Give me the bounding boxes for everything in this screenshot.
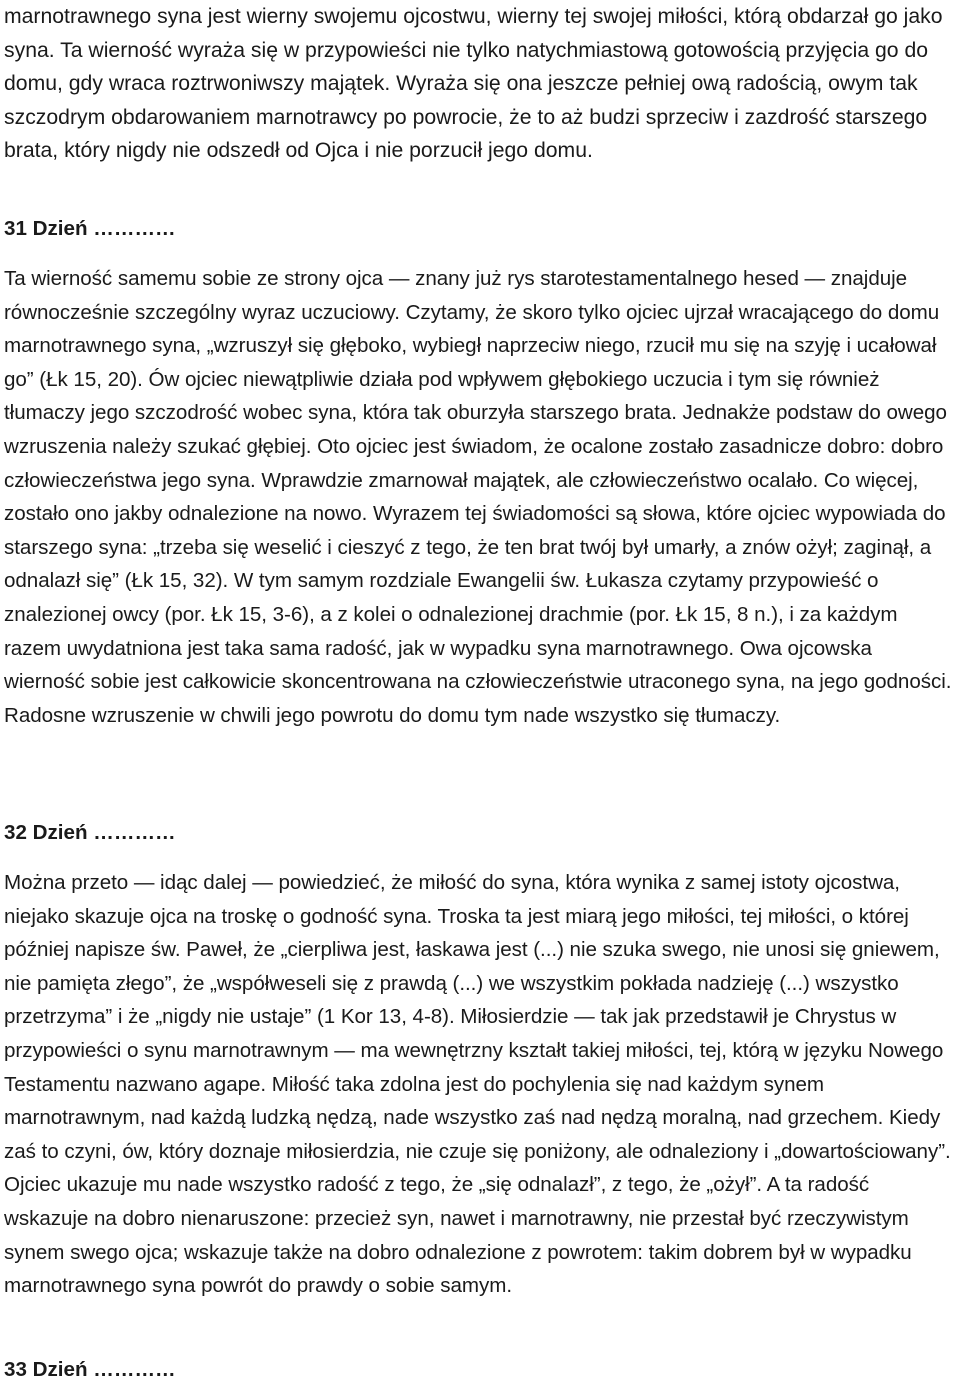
paragraph-continuation: marnotrawnego syna jest wierny swojemu ojcostwu, wierny tej swojej miłości, którą obdarzał go jako syna. Ta wierność wyraża się w przypowieści nie tylko natychmiastową gotowością przyjęcia go do domu, gdy wraca roztrwoniwszy majątek. Wyraża się ona jeszcze pełniej ową radością, owym tak szczodrym obdarowaniem marnotrawcy po powrocie, że to aż budzi sprzeciw i zazdrość starszego brata, który nigdy nie odszedł od Ojca i nie porzucił jego domu. — [4, 5, 943, 163]
paragraph-day-32: Można przeto — idąc dalej — powiedzieć, że miłość do syna, która wynika z samej istoty ojcostwa, niejako skazuje ojca na troskę o godność syna. Troska ta jest miarą jego miłości, tej miłości, o której później napisze św. Paweł, że „cierpliwa jest, łaskawa jest (...) nie szuka swego, nie unosi się gniewem, nie pamięta złego”, że „współweseli się z prawdą (...) we wszystkim pokłada nadzieję (...) wszystko przetrzyma” i że „nigdy nie ustaje” (1 Kor 13, 4-8). Miłosierdzie — tak jak przedstawił je Chrystus w przypowieści o synu marnotrawnym — ma wewnętrzny kształt takiej miłości, tej, którą w języku Nowego Testamentu nazwano agape. Miłość taka zdolna jest do pochylenia się nad każdym synem marnotrawnym, nad każdą ludzką nędzą, nade wszystko zaś nad nędzą moralną, nad grzechem. Kiedy zaś to czyni, ów, który doznaje miłosierdzia, nie czuje się poniżony, ale odnaleziony i „dowartościowany”. Ojciec ukazuje mu nade wszystko radość z tego, że „się odnalazł”, z tego, że „ożył”. A ta radość wskazuje na dobro nienaruszone: przecież syn, nawet i marnotrawny, nie przestał być rzeczywistym synem swego ojca; wskazuje także na dobro odnalezione z powrotem: takim dobrem był w wypadku marnotrawnego syna powrót do prawdy o sobie samym. — [4, 871, 951, 1298]
day-heading-31: 31 Dzień ………… — [4, 217, 176, 240]
day-heading-33: 33 Dzień ………… — [4, 1358, 176, 1381]
day-heading-32: 32 Dzień ………… — [4, 821, 176, 844]
paragraph-day-31: Ta wierność samemu sobie ze strony ojca — znany już rys starotestamentalnego hesed — znajduje równocześnie szczególny wyraz uczuciowy. Czytamy, że skoro tylko ojciec ujrzał wracającego do domu marnotrawnego syna, „wzruszył się głęboko, wybiegł naprzeciw niego, rzucił mu się na szyję i ucałował go” (Łk 15, 20). Ów ojciec niewątpliwie działa pod wpływem głębokiego uczucia i tym się również tłumaczy jego szczodrość wobec syna, która tak oburzyła starszego brata. Jednakże podstaw do owego wzruszenia należy szukać głębiej. Oto ojciec jest świadom, że ocalone zostało zasadnicze dobro: dobro człowieczeństwa jego syna. Wprawdzie zmarnował majątek, ale człowieczeństwo ocalało. Co więcej, zostało ono jakby odnalezione na nowo. Wyrazem tej świadomości są słowa, które ojciec wypowiada do starszego syna: „trzeba się weselić i cieszyć z tego, że ten brat twój był umarły, a znów ożył; zaginął, a odnalazł się” (Łk 15, 32). W tym samym rozdziale Ewangelii św. Łukasza czytamy przypowieść o znalezionej owcy (por. Łk 15, 3-6), a z kolei o odnalezionej drachmie (por. Łk 15, 8 n.), i za każdym razem uwydatniona jest taka sama radość, jak w wypadku syna marnotrawnego. Owa ojcowska wierność sobie jest całkowicie skoncentrowana na człowieczeństwie utraconego syna, na jego godności. Radosne wzruszenie w chwili jego powrotu do domu tym nade wszystko się tłumaczy. — [4, 267, 952, 727]
